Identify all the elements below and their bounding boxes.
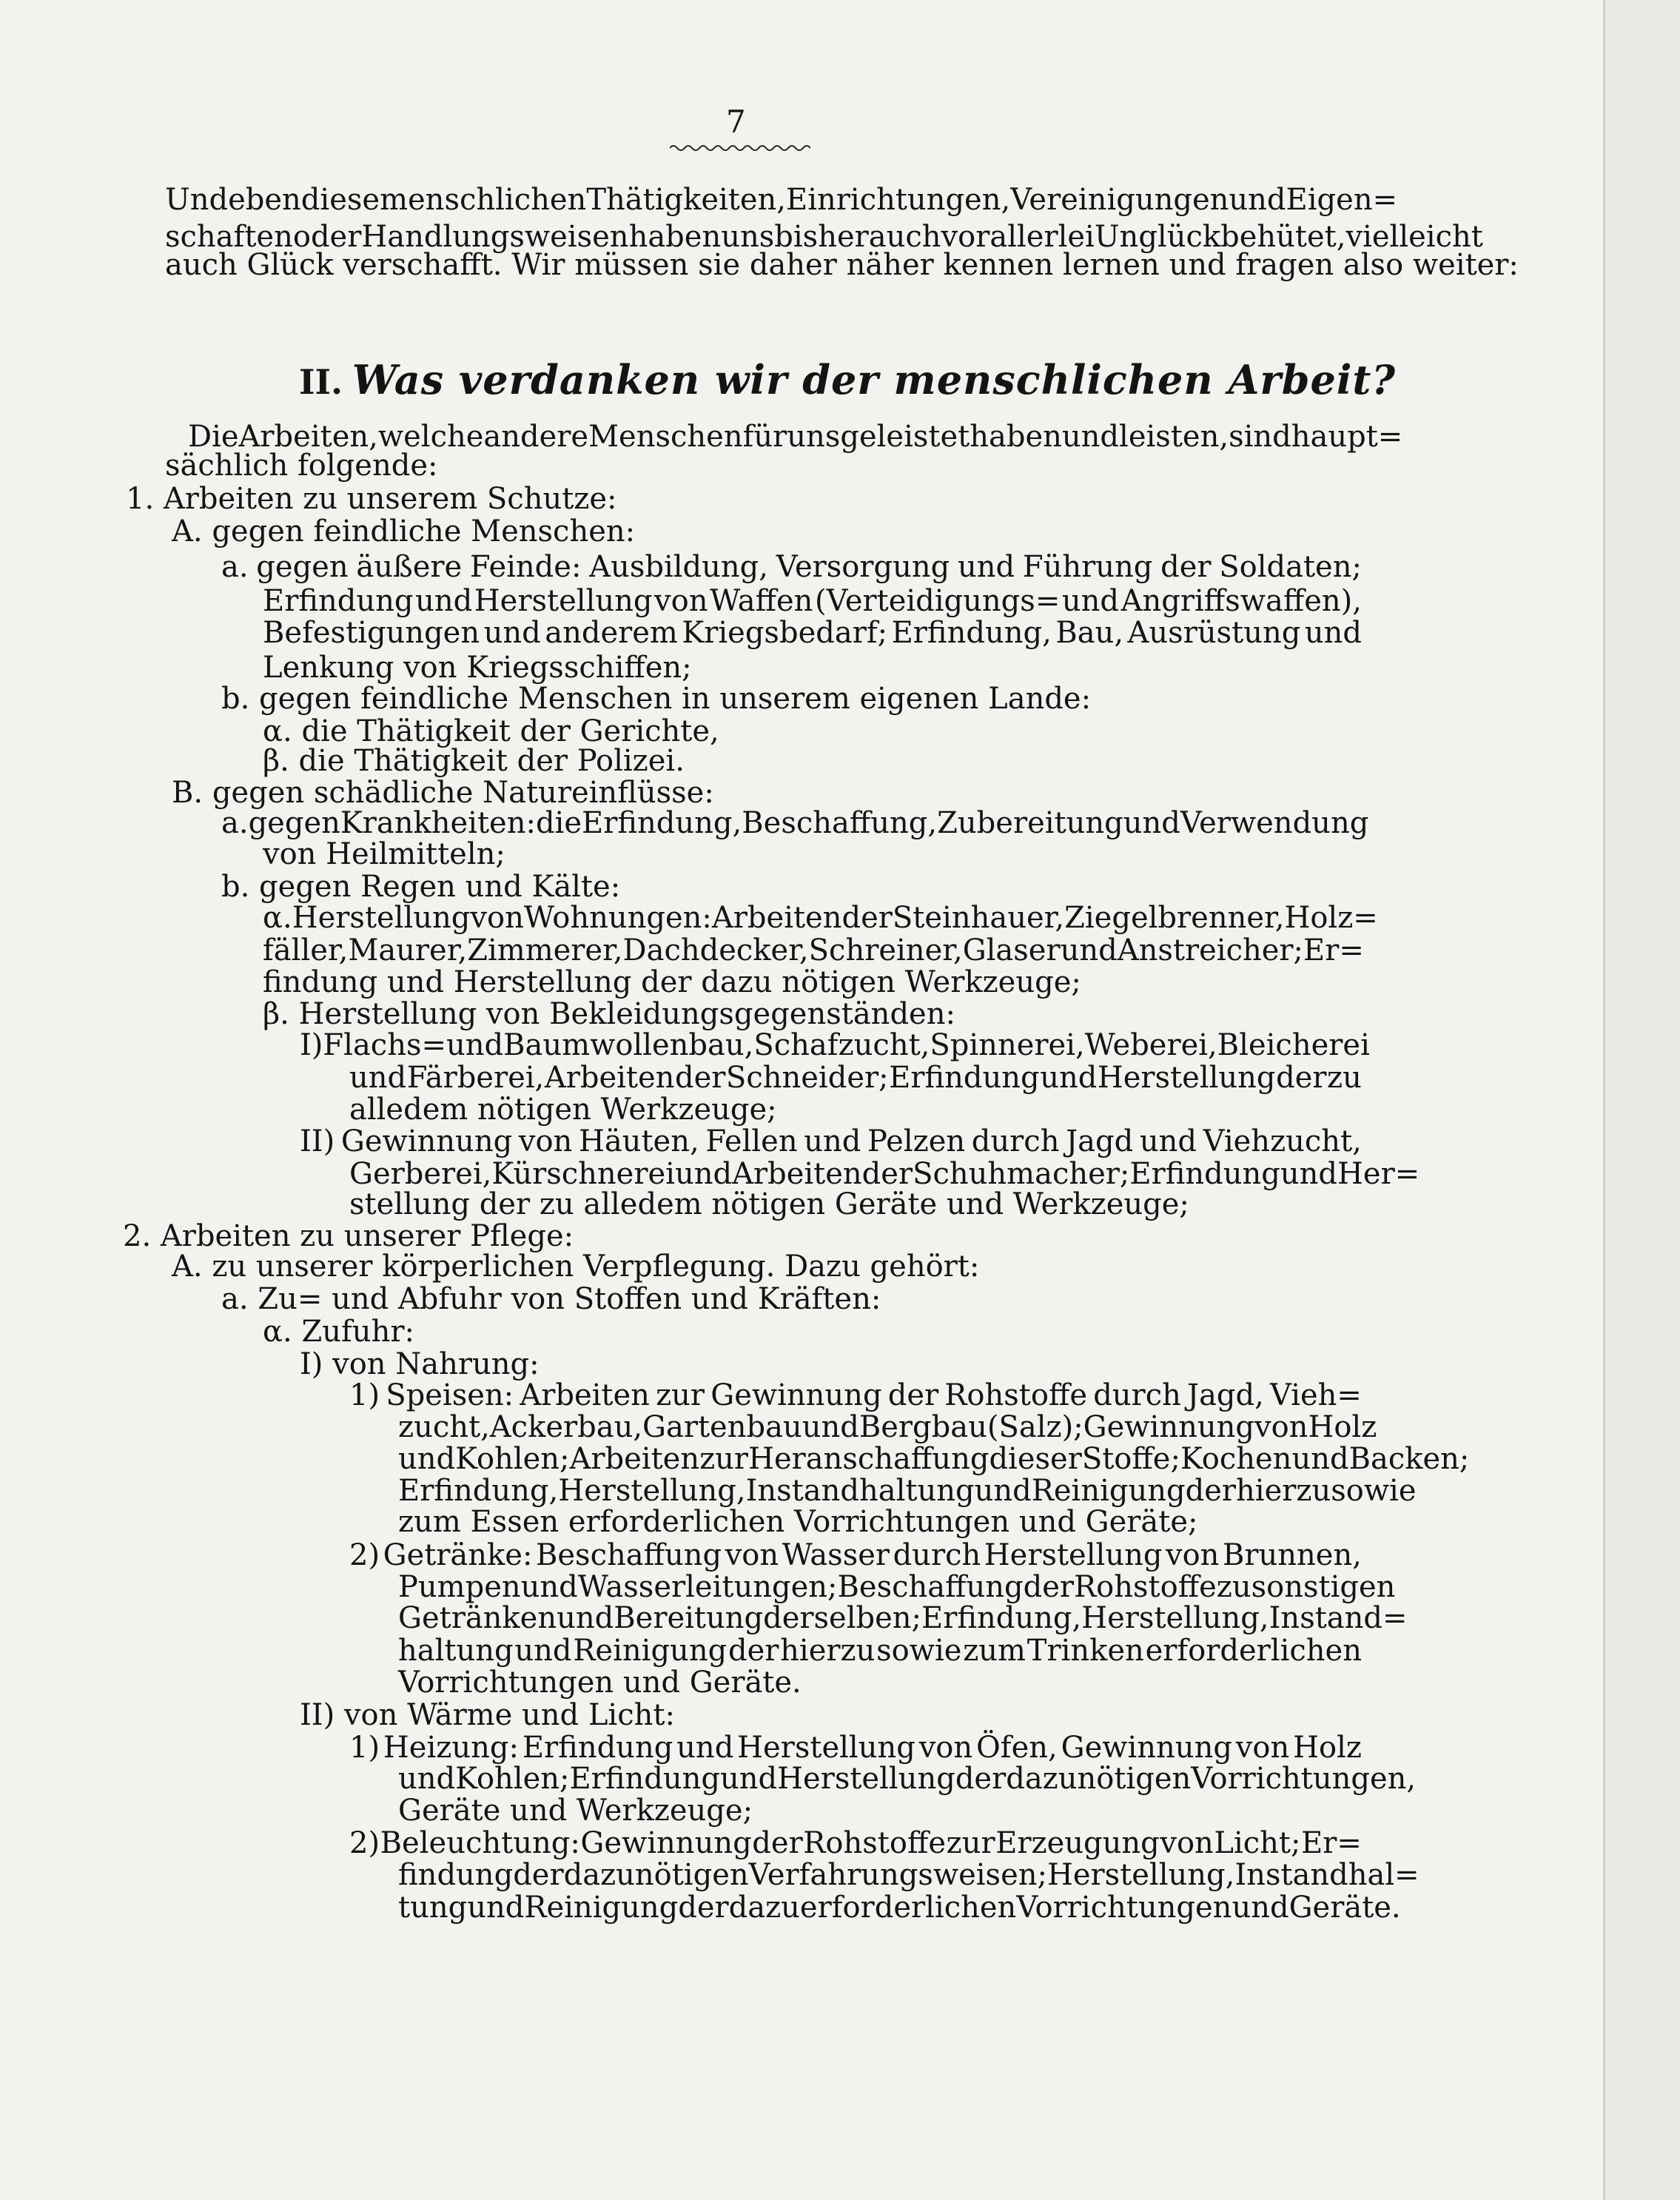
section-title: Was verdanken wir der menschlichen Arbeit?	[352, 356, 1397, 403]
text-line: zucht, Ackerbau, Gartenbau und Bergbau (Salz); Gewinnung von Holz	[398, 1410, 1377, 1444]
text-line: haltung und Reinigung der hierzu sowie zum Trinken erforderlichen	[398, 1634, 1362, 1668]
text-line: zum Essen erforderlichen Vorrichtungen und Geräte;	[398, 1505, 1198, 1539]
list-item: b. gegen feindliche Menschen in unserem eigenen Lande:	[221, 682, 1092, 716]
text-line: Lenkung von Kriegsschiffen;	[263, 651, 692, 685]
list-item: 2) Beleuchtung: Gewinnung der Rohstoffe zur Erzeugung von Licht; Er=	[349, 1826, 1362, 1860]
list-item: a. gegen Krankheiten: die Erfindung, Beschaffung, Zubereitung und Verwendung	[221, 806, 1369, 840]
list-item: II) von Wärme und Licht:	[300, 1698, 675, 1732]
list-item: A. zu unserer körperlichen Verpflegung. Dazu gehört:	[172, 1250, 980, 1284]
list-item: A. gegen feindliche Menschen:	[172, 514, 636, 549]
page-number: 7	[726, 104, 746, 140]
text-line: stellung der zu alledem nötigen Geräte und Werkzeuge;	[349, 1187, 1189, 1221]
list-item: α. Zufuhr:	[263, 1315, 414, 1349]
text-line: Getränken und Bereitung derselben; Erfindung, Herstellung, Instand=	[398, 1601, 1408, 1635]
text-line: sächlich folgende:	[165, 449, 438, 483]
list-item: 1) Speisen: Arbeiten zur Gewinnung der Rohstoffe durch Jagd, Vieh=	[349, 1378, 1362, 1412]
list-item: 2) Getränke: Beschaffung von Wasser durch Herstellung von Brunnen,	[349, 1538, 1362, 1572]
section-heading	[299, 358, 1396, 406]
list-item: β. die Thätigkeit der Polizei.	[263, 744, 685, 778]
text-line: und Färberei, Arbeiten der Schneider; Erfindung und Herstellung der zu	[349, 1061, 1362, 1095]
page-edge-line	[1603, 0, 1605, 2200]
text-line: Erfindung, Herstellung, Instandhaltung und Reinigung der hierzu sowie	[398, 1474, 1417, 1508]
page-edge-shadow	[1603, 0, 1680, 2200]
paragraph-line: Und eben diese menschlichen Thätigkeiten, Einrichtungen, Vereinigungen und Eigen=	[165, 183, 1398, 217]
text-line: Gerberei, Kürschnerei und Arbeiten der Schuhmacher; Erfindung und Her=	[349, 1157, 1420, 1191]
text-line: findung der dazu nötigen Verfahrungsweisen; Herstellung, Instandhal=	[398, 1858, 1419, 1892]
text-line: Die Arbeiten, welche andere Menschen für uns geleistet haben und leisten, sind haupt=	[188, 420, 1403, 454]
text-line: findung und Herstellung der dazu nötigen Werkzeuge;	[263, 965, 1081, 999]
list-item: α. die Thätigkeit der Gerichte,	[263, 714, 719, 748]
text-line: von Heilmitteln;	[263, 837, 505, 871]
list-item: α. Herstellung von Wohnungen: Arbeiten der Steinhauer, Ziegelbrenner, Holz=	[263, 901, 1378, 935]
text-line: fäller, Maurer, Zimmerer, Dachdecker, Schreiner, Glaser und Anstreicher; Er=	[263, 933, 1364, 967]
list-item: b. gegen Regen und Kälte:	[221, 870, 621, 904]
paragraph-line: schaften oder Handlungsweisen haben uns bisher auch vor allerlei Unglück behütet, vielleicht	[165, 220, 1483, 254]
text-line: Erfindung und Herstellung von Waffen (Verteidigungs= und Angriffswaffen),	[263, 584, 1362, 618]
list-item: 2. Arbeiten zu unserer Pflege:	[123, 1219, 574, 1253]
text-line: tung und Reinigung der dazu erforderlichen Vorrichtungen und Geräte.	[398, 1891, 1401, 1925]
text-line: alledem nötigen Werkzeuge;	[349, 1093, 777, 1127]
list-item: I) Flachs= und Baumwollenbau, Schafzucht, Spinnerei, Weberei, Bleicherei	[300, 1028, 1370, 1062]
text-line: Befestigungen und anderem Kriegsbedarf; Erfindung, Bau, Ausrüstung und	[263, 616, 1362, 650]
text-line: Pumpen und Wasserleitungen; Beschaffung der Rohstoffe zu sonstigen	[398, 1570, 1396, 1604]
list-item: 1. Arbeiten zu unserem Schutze:	[126, 482, 617, 516]
paragraph-line: auch Glück verschafft. Wir müssen sie daher näher kennen lernen und fragen also weiter:	[165, 248, 1519, 282]
list-item: B. gegen schädliche Natureinflüsse:	[172, 776, 714, 810]
list-item: a. gegen äußere Feinde: Ausbildung, Versorgung und Führung der Soldaten;	[221, 550, 1362, 584]
text-line: Geräte und Werkzeuge;	[398, 1794, 753, 1828]
section-number: II.	[299, 362, 343, 402]
list-item: a. Zu= und Abfuhr von Stoffen und Kräften:	[221, 1282, 881, 1316]
list-item: I) von Nahrung:	[300, 1347, 540, 1381]
text-line: und Kohlen; Arbeiten zur Heranschaffung dieser Stoffe; Kochen und Backen;	[398, 1442, 1470, 1476]
list-item: 1) Heizung: Erfindung und Herstellung von Öfen, Gewinnung von Holz	[349, 1731, 1362, 1765]
text-line: Vorrichtungen und Geräte.	[398, 1666, 802, 1700]
list-item: β. Herstellung von Bekleidungsgegenständen:	[263, 997, 955, 1031]
decorative-wavy-rule	[670, 144, 810, 152]
list-item: II) Gewinnung von Häuten, Fellen und Pelzen durch Jagd und Viehzucht,	[300, 1124, 1362, 1158]
text-line: und Kohlen; Erfindung und Herstellung der dazu nötigen Vorrichtungen,	[398, 1762, 1417, 1796]
